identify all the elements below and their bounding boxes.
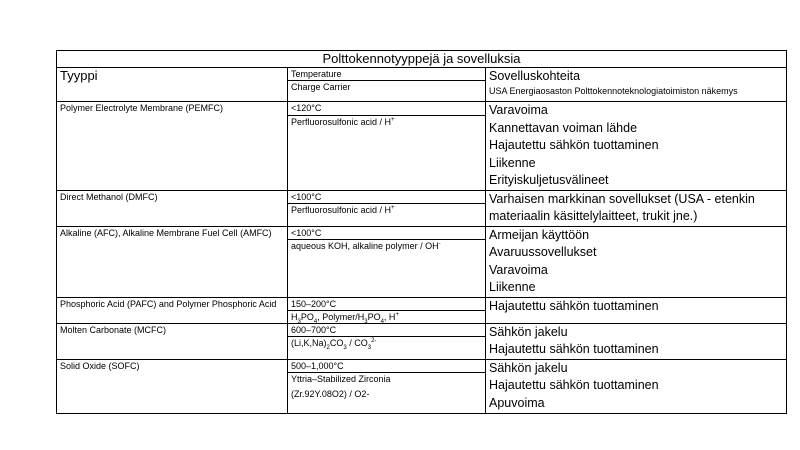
application-item: Sähkön jakelu bbox=[489, 324, 568, 339]
application-item: Kannettavan voiman lähde bbox=[489, 120, 638, 135]
application-item: Erityiskuljetusvälineet bbox=[489, 173, 609, 187]
header-applications: Sovelluskohteita bbox=[489, 69, 581, 83]
temperature-cell: 600–700°C bbox=[288, 323, 486, 337]
temperature-cell: <100°C bbox=[288, 190, 486, 203]
fuel-cell-table bbox=[56, 50, 787, 414]
type-cell: Polymer Electrolyte Membrane (PEMFC) bbox=[57, 102, 288, 191]
table-title: Polttokennotyyppejä ja sovelluksia bbox=[57, 51, 787, 68]
charge-carrier-cell: aqueous KOH, alkaline polymer / OH- bbox=[288, 239, 486, 297]
temperature-cell: 150–200°C bbox=[288, 297, 486, 310]
header-temperature: Temperature bbox=[288, 68, 486, 81]
type-cell: Alkaline (AFC), Alkaline Membrane Fuel Cell (AMFC) bbox=[57, 226, 288, 297]
application-item: Sähkön jakelu bbox=[489, 360, 568, 375]
applications-cell bbox=[486, 323, 787, 359]
application-item: Hajautettu sähkön tuottaminen bbox=[489, 378, 659, 392]
temperature-cell: <120°C bbox=[288, 102, 486, 116]
applications-cell bbox=[486, 190, 787, 226]
applications-cell bbox=[486, 297, 787, 323]
application-item: Hajautettu sähkön tuottaminen bbox=[489, 138, 659, 152]
applications-cell bbox=[486, 226, 787, 297]
application-item: Armeijan käyttöön bbox=[489, 227, 590, 242]
application-item: Varavoima bbox=[489, 262, 548, 277]
type-cell: Solid Oxide (SOFC) bbox=[57, 359, 288, 413]
header-applications-cell bbox=[486, 68, 787, 102]
applications-cell bbox=[486, 359, 787, 413]
application-item: Liikenne bbox=[489, 280, 536, 294]
header-charge-carrier: Charge Carrier bbox=[288, 81, 486, 102]
application-item: Varhaisen markkinan sovellukset (USA - etenkin materiaalin käsittelylaitteet, trukit jne.) bbox=[489, 191, 755, 223]
application-item: Avaruussovellukset bbox=[489, 245, 597, 259]
application-item: Hajautettu sähkön tuottaminen bbox=[489, 298, 659, 313]
application-item: Varavoima bbox=[489, 103, 548, 117]
type-cell: Phosphoric Acid (PAFC) and Polymer Phosphoric Acid bbox=[57, 297, 288, 323]
application-item: Apuvoima bbox=[489, 395, 545, 410]
charge-carrier-cell: Perfluorosulfonic acid / H+ bbox=[288, 203, 486, 226]
header-type: Tyyppi bbox=[57, 68, 288, 102]
application-item: Liikenne bbox=[489, 155, 536, 170]
type-cell: Molten Carbonate (MCFC) bbox=[57, 323, 288, 359]
temperature-cell: 500–1,000°C bbox=[288, 359, 486, 372]
charge-carrier-cell: $(Li,K,Na)_2CO_3 / CO_3^{2-}$ bbox=[288, 337, 486, 359]
header-applications-source: USA Energiaosaston Polttokennoteknologiatoimiston näkemys bbox=[489, 86, 738, 96]
type-cell: Direct Methanol (DMFC) bbox=[57, 190, 288, 226]
application-item: Hajautettu sähkön tuottaminen bbox=[489, 342, 659, 356]
charge-carrier-cell: Yttria–Stabilized Zirconia (Zr.92Y.08O2) / O2- bbox=[288, 372, 486, 413]
temperature-cell: <100°C bbox=[288, 226, 486, 239]
charge-carrier-cell: Perfluorosulfonic acid / H+ bbox=[288, 116, 486, 190]
charge-carrier-cell: $H_3PO_4$, Polymer/$H_3PO_4$, H+ bbox=[288, 310, 486, 323]
applications-cell bbox=[486, 102, 787, 191]
